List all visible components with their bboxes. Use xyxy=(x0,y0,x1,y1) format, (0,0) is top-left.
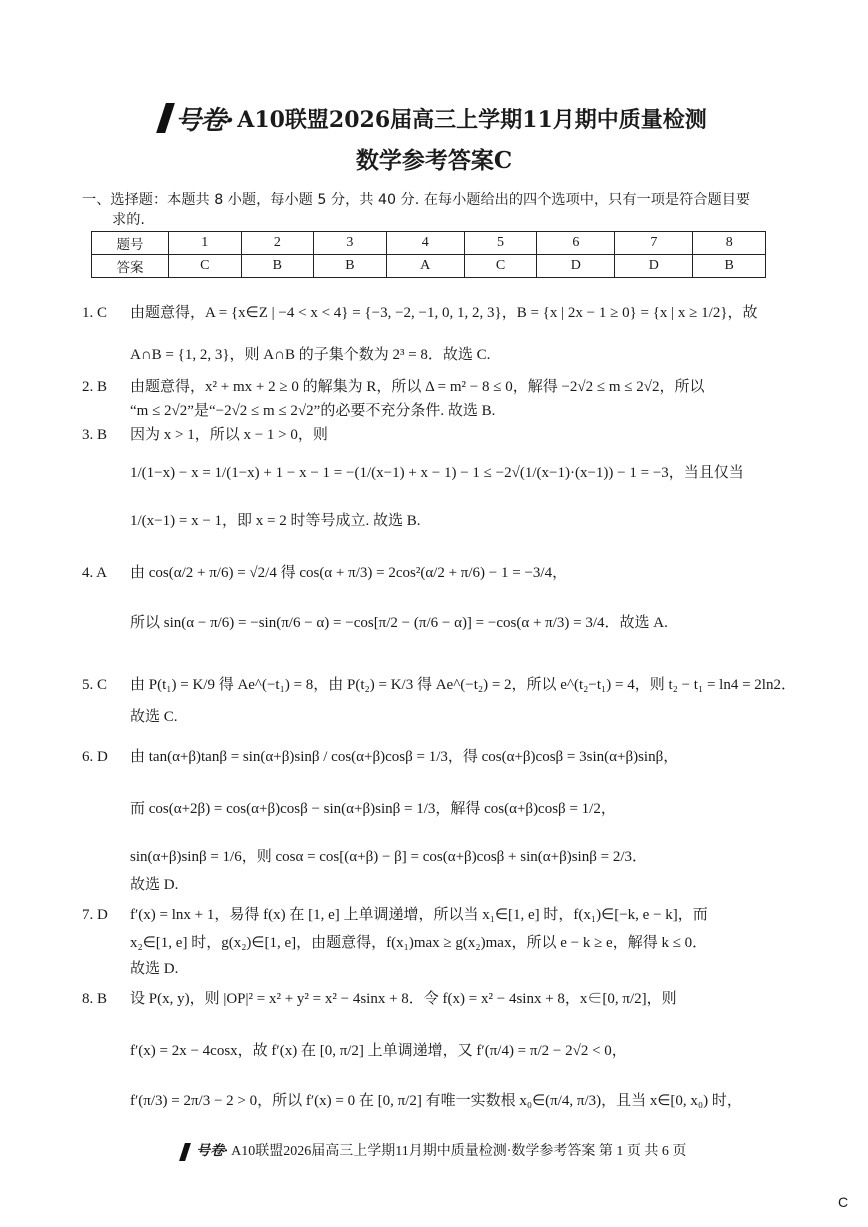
answer-cell: D xyxy=(615,255,693,278)
answer-cell: A xyxy=(386,255,464,278)
brand-logo-text: 号卷· xyxy=(175,105,234,136)
answer-table xyxy=(91,231,766,278)
solution-number: 5. C xyxy=(82,677,108,693)
exam-title: A10联盟2026届高三上学期11月期中质量检测 xyxy=(237,106,707,133)
table-row xyxy=(92,255,766,278)
solution-line: 而 cos(α+2β) = cos(α+β)cosβ − sin(α+β)sinβ = 1/3，解得 cos(α+β)cosβ = 1/2， xyxy=(130,801,616,817)
answer-cell: B xyxy=(314,255,387,278)
answer-cell: D xyxy=(537,255,615,278)
solution-line: 由 P(t₁) = K/9 得 Ae^(−t₁) = 8，由 P(t₂) = K/3 得 Ae^(−t₂) = 2，所以 e^(t₂−t₁) = 4，则 t₂ − t₁ = ln4 = 2ln2． xyxy=(130,677,796,693)
question-number-cell: 2 xyxy=(241,232,314,255)
solution-7 xyxy=(82,904,788,926)
solution-line: “m ≤ 2√2”是“−2√2 ≤ m ≤ 2√2”的必要不充分条件. 故选 B. xyxy=(130,403,496,419)
solution-1 xyxy=(82,302,788,324)
question-number-cell: 1 xyxy=(169,232,242,255)
brand-logo-icon xyxy=(179,1143,191,1161)
solution-line: A∩B = {1, 2, 3}，则 A∩B 的子集个数为 2³ = 8．故选 C. xyxy=(130,347,491,363)
question-number-cell: 5 xyxy=(464,232,537,255)
solution-8 xyxy=(82,988,788,1010)
solution-line: 因为 x > 1，所以 x − 1 > 0，则 xyxy=(130,427,328,443)
solution-number: 6. D xyxy=(82,749,108,765)
question-number-cell: 6 xyxy=(537,232,615,255)
solution-line: x₂∈[1, e] 时，g(x₂)∈[1, e]，由题意得，f(x₁)max ≥ g(x₂)max，所以 e − k ≥ e，解得 k ≤ 0． xyxy=(130,935,708,951)
footer-text: A10联盟2026届高三上学期11月期中质量检测·数学参考答案 第 1 页 共 6 页 xyxy=(231,1144,687,1159)
solution-line: 由 cos(α/2 + π/6) = √2/4 得 cos(α + π/3) = 2cos²(α/2 + π/6) − 1 = −3/4， xyxy=(130,565,568,581)
solution-line: 故选 C. xyxy=(130,709,178,725)
row-label-answer: 答案 xyxy=(92,255,169,278)
section-heading xyxy=(82,190,790,230)
answer-cell: C xyxy=(464,255,537,278)
solution-number: 7. D xyxy=(82,907,108,923)
question-number-cell: 3 xyxy=(314,232,387,255)
footer-logo-text: 号卷· xyxy=(196,1144,228,1159)
question-number-cell: 4 xyxy=(386,232,464,255)
solution-5 xyxy=(82,674,796,696)
row-label-number: 题号 xyxy=(92,232,169,255)
solution-line: 1/(x−1) = x − 1，即 x = 2 时等号成立. 故选 B. xyxy=(130,513,421,529)
solution-number: 4. A xyxy=(82,565,108,581)
solution-2 xyxy=(82,376,788,398)
solution-line: f′(π/3) = 2π/3 − 2 > 0，所以 f′(x) = 0 在 [0, π/2] 有唯一实数根 x₀∈(π/4, π/3)，且当 x∈[0, x₀) 时， xyxy=(130,1093,742,1109)
page-footer xyxy=(0,1140,868,1161)
solution-number: 1. C xyxy=(82,305,108,321)
question-number-cell: 7 xyxy=(615,232,693,255)
answer-cell: B xyxy=(241,255,314,278)
solution-number: 8. B xyxy=(82,991,108,1007)
solution-line: 故选 D. xyxy=(130,877,179,893)
solution-line: 1/(1−x) − x = 1/(1−x) + 1 − x − 1 = −(1/(x−1) + x − 1) − 1 ≤ −2√(1/(x−1)·(x−1)) − 1 = −3，当且仅当 xyxy=(130,465,744,481)
answer-cell: C xyxy=(169,255,242,278)
solution-number: 3. B xyxy=(82,427,108,443)
solution-line: sin(α+β)sinβ = 1/6，则 cosα = cos[(α+β) − β] = cos(α+β)cosβ + sin(α+β)sinβ = 2/3． xyxy=(130,849,647,865)
solution-line: 由题意得，A = {x∈Z | −4 < x < 4} = {−3, −2, −1, 0, 1, 2, 3}，B = {x | 2x − 1 ≥ 0} = {x | x ≥ 1/2}，故 xyxy=(130,305,758,321)
solution-line: f′(x) = lnx + 1，易得 f(x) 在 [1, e] 上单调递增，所以当 x₁∈[1, e] 时，f(x₁)∈[−k, e − k]，而 xyxy=(130,907,708,923)
solution-line: 由 tan(α+β)tanβ = sin(α+β)sinβ / cos(α+β)cosβ = 1/3，得 cos(α+β)cosβ = 3sin(α+β)sinβ， xyxy=(130,749,679,765)
answer-cell: B xyxy=(693,255,766,278)
solution-line: f′(x) = 2x − 4cosx，故 f′(x) 在 [0, π/2] 上单调递增，又 f′(π/4) = π/2 − 2√2 < 0， xyxy=(130,1043,627,1059)
solution-4 xyxy=(82,562,788,584)
corner-mark: C xyxy=(838,1194,849,1210)
solution-line: 故选 D. xyxy=(130,961,179,977)
solution-number: 2. B xyxy=(82,379,108,395)
solution-6 xyxy=(82,746,788,768)
section-heading-line: 一、选择题：本题共 8 小题，每小题 5 分，共 40 分. 在每小题给出的四个选项中，只有一项是符合题目要 xyxy=(82,192,751,208)
solution-3 xyxy=(82,424,788,446)
solution-line: 由题意得，x² + mx + 2 ≥ 0 的解集为 R，所以 Δ = m² − 8 ≤ 0，解得 −2√2 ≤ m ≤ 2√2，所以 xyxy=(130,379,705,395)
section-heading-cont: 求的. xyxy=(112,212,145,228)
solution-line: 所以 sin(α − π/6) = −sin(π/6 − α) = −cos[π/2 − (π/6 − α)] = −cos(α + π/3) = 3/4．故选 A. xyxy=(130,615,668,631)
brand-logo-icon xyxy=(156,103,175,133)
question-number-cell: 8 xyxy=(693,232,766,255)
page-header xyxy=(0,98,868,138)
answer-key-title: 数学参考答案C xyxy=(355,147,513,174)
solution-line: 设 P(x, y)，则 |OP|² = x² + y² = x² − 4sinx + 8．令 f(x) = x² − 4sinx + 8，x∈[0, π/2]，则 xyxy=(130,991,677,1007)
table-row xyxy=(92,232,766,255)
